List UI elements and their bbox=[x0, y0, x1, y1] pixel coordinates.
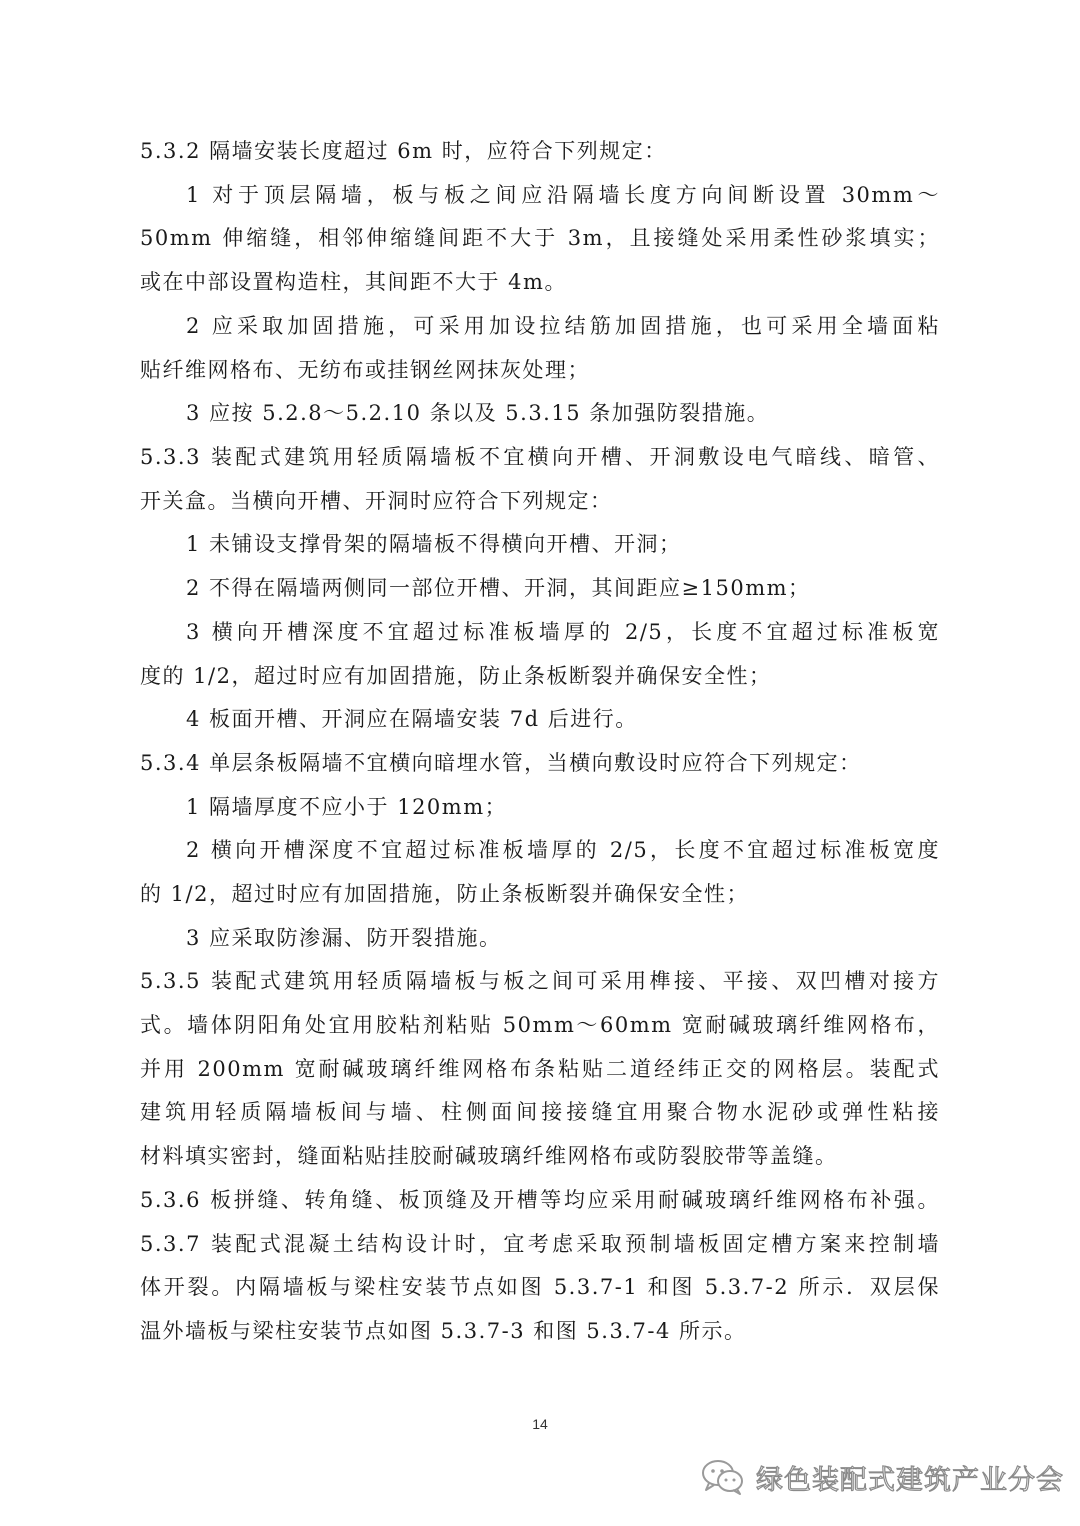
clause-text: 或在中部设置构造柱，其间距不大于 4m。 bbox=[140, 270, 567, 294]
clause-text: 的 1/2，超过时应有加固措施，防止条板断裂并确保安全性； bbox=[140, 882, 749, 906]
wechat-icon bbox=[700, 1457, 746, 1497]
clause-item: 3 应按 5.2.8～5.2.10 条以及 5.3.15 条加强防裂措施。 bbox=[186, 401, 770, 425]
clause-item: 2 应采取加固措施，可采用加设拉结筋加固措施，也可采用全墙面粘 bbox=[186, 314, 940, 338]
clause-text: 并用 200mm 宽耐碱玻璃纤维网格布条粘贴二道经纬正交的网格层。装配式 bbox=[140, 1057, 940, 1081]
clause-text: 贴纤维网格布、无纺布或挂钢丝网抹灰处理； bbox=[140, 358, 590, 382]
watermark bbox=[700, 1452, 1064, 1502]
clause-heading-5-3-7: 5.3.7 装配式混凝土结构设计时，宜考虑采取预制墙板固定槽方案来控制墙 bbox=[140, 1232, 940, 1256]
clause-heading-5-3-5: 5.3.5 装配式建筑用轻质隔墙板与板之间可采用榫接、平接、双凹槽对接方 bbox=[140, 969, 940, 993]
clause-text: 体开裂。内隔墙板与梁柱安装节点如图 5.3.7-1 和图 5.3.7-2 所示．双层保 bbox=[140, 1275, 940, 1299]
clause-text: 材料填实密封，缝面粘贴挂胶耐碱玻璃纤维网格布或防裂胶带等盖缝。 bbox=[140, 1144, 838, 1168]
clause-item: 1 对于顶层隔墙，板与板之间应沿隔墙长度方向间断设置 30mm～ bbox=[186, 183, 940, 207]
clause-text: 温外墙板与梁柱安装节点如图 5.3.7-3 和图 5.3.7-4 所示。 bbox=[140, 1319, 747, 1343]
clause-item: 1 未铺设支撑骨架的隔墙板不得横向开槽、开洞； bbox=[186, 532, 682, 556]
watermark-text: 绿色装配式建筑产业分会 bbox=[756, 1464, 1064, 1496]
clause-item: 2 不得在隔墙两侧同一部位开槽、开洞，其间距应≥150mm； bbox=[186, 576, 811, 600]
clause-heading-5-3-2: 5.3.2 隔墙安装长度超过 6m 时，应符合下列规定： bbox=[140, 139, 667, 163]
clause-heading-5-3-3: 5.3.3 装配式建筑用轻质隔墙板不宜横向开槽、开洞敷设电气暗线、暗管、 bbox=[140, 445, 940, 469]
clause-heading-5-3-4: 5.3.4 单层条板隔墙不宜横向暗埋水管，当横向敷设时应符合下列规定： bbox=[140, 751, 862, 775]
clause-text: 式。墙体阴阳角处宜用胶粘剂粘贴 50mm～60mm 宽耐碱玻璃纤维网格布， bbox=[140, 1013, 940, 1037]
clause-text: 建筑用轻质隔墙板间与墙、柱侧面间接接缝宜用聚合物水泥砂或弹性粘接 bbox=[140, 1100, 940, 1124]
clause-item: 3 横向开槽深度不宜超过标准板墙厚的 2/5，长度不宜超过标准板宽 bbox=[186, 620, 940, 644]
clause-item: 2 横向开槽深度不宜超过标准板墙厚的 2/5，长度不宜超过标准板宽度 bbox=[186, 838, 940, 862]
clause-text: 开关盒。当横向开槽、开洞时应符合下列规定： bbox=[140, 489, 613, 513]
clause-text: 50mm 伸缩缝，相邻伸缩缝间距不大于 3m，且接缝处采用柔性砂浆填实； bbox=[140, 226, 940, 250]
page-number: 14 bbox=[532, 1416, 548, 1432]
clause-item: 1 隔墙厚度不应小于 120mm； bbox=[186, 795, 508, 819]
clause-heading-5-3-6: 5.3.6 板拼缝、转角缝、板顶缝及开槽等均应采用耐碱玻璃纤维网格布补强。 bbox=[140, 1188, 940, 1212]
clause-item: 3 应采取防渗漏、防开裂措施。 bbox=[186, 926, 502, 950]
clause-text: 度的 1/2，超过时应有加固措施，防止条板断裂并确保安全性； bbox=[140, 664, 772, 688]
clause-item: 4 板面开槽、开洞应在隔墙安装 7d 后进行。 bbox=[186, 707, 638, 731]
